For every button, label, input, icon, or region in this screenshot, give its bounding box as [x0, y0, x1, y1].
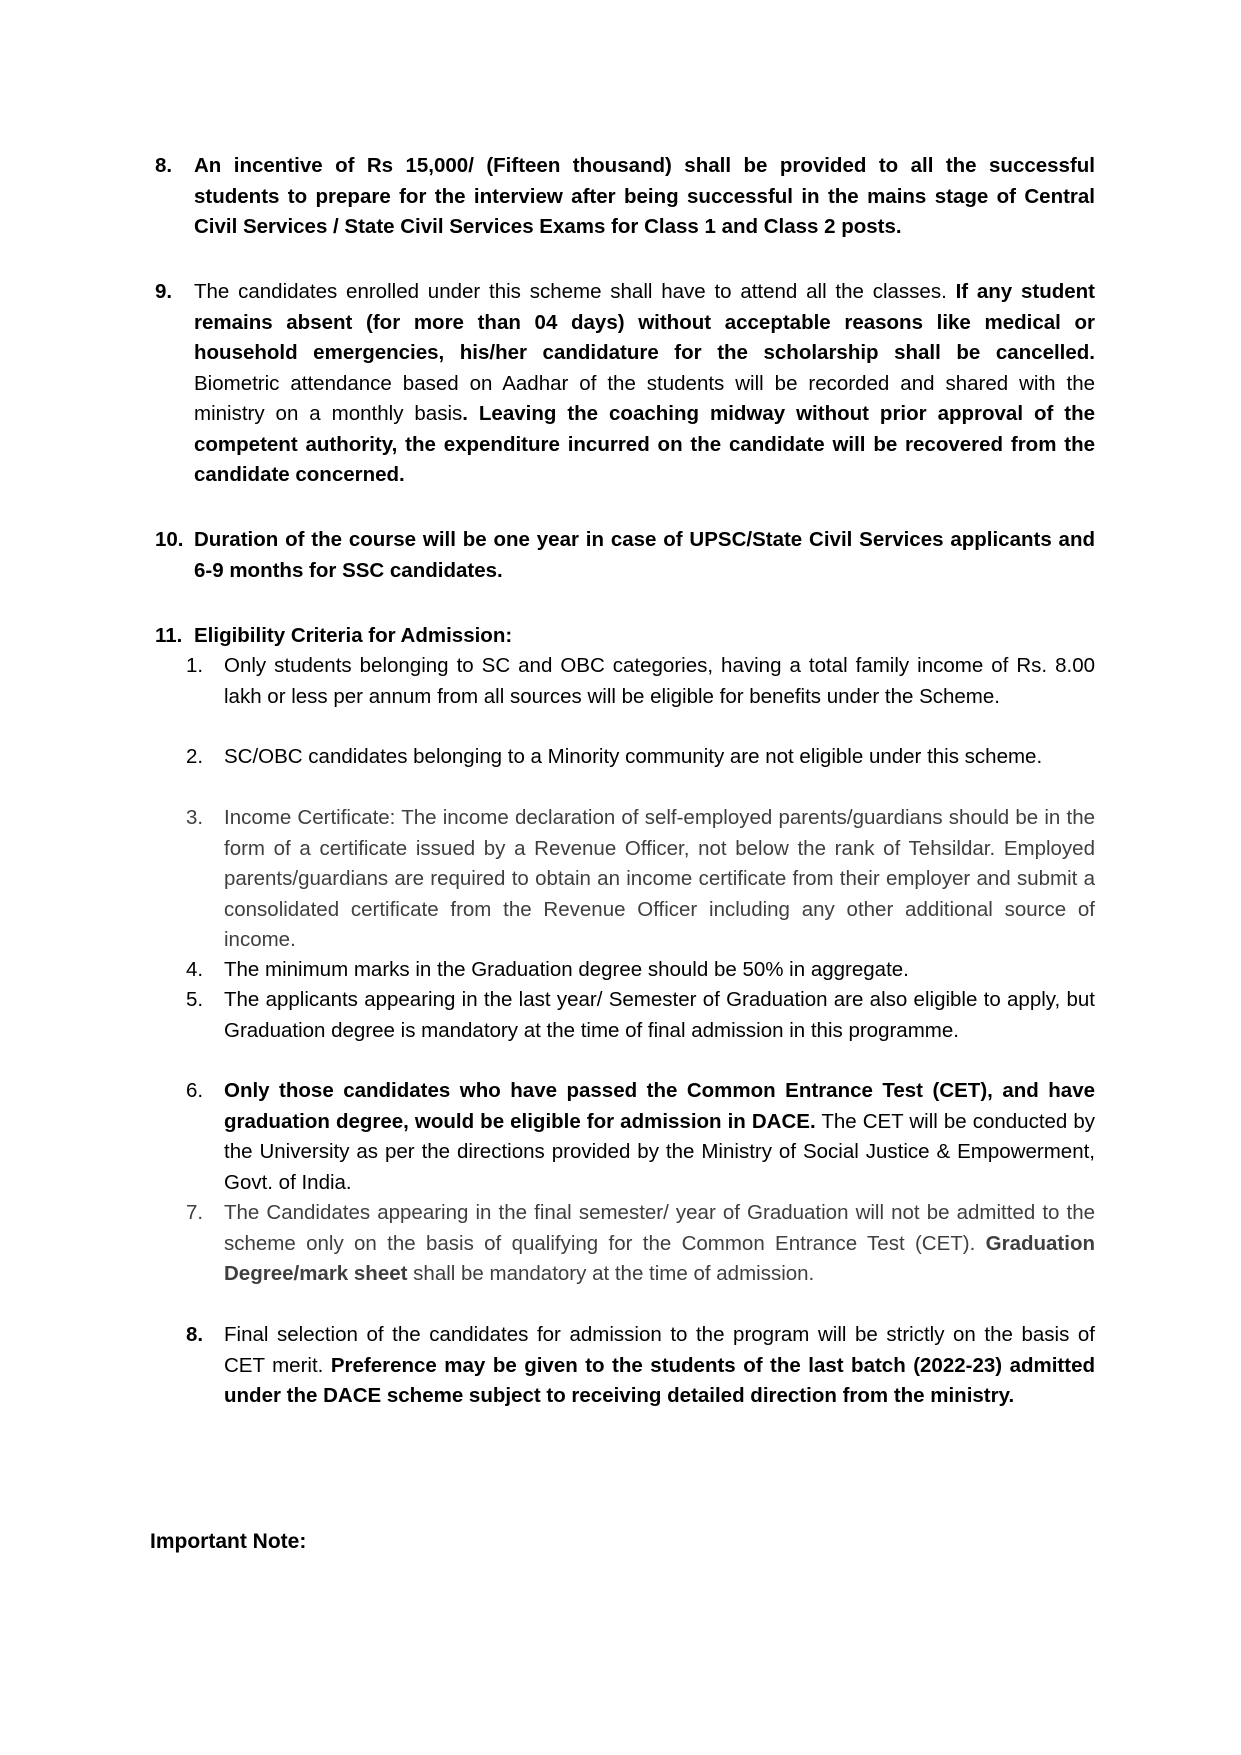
list-text: The CET will be conducted by the University as per the directions provided by the Ministry of Social Justice & Empowerment, Govt. of India. — [224, 1109, 1096, 1194]
eligibility-item-1 — [186, 651, 1095, 712]
item-text: Biometric attendance based on Aadhar of the students will be recorded and shared with the ministry on a monthly basis — [194, 371, 1095, 425]
eligibility-item-7 — [186, 1198, 1095, 1290]
list-number: 7. — [186, 1201, 204, 1224]
item-11-heading — [155, 621, 1095, 652]
eligibility-item-8 — [186, 1320, 1095, 1412]
list-text-bold: Preference may be given to the students of the last batch (2022-23) admitted under the DACE scheme subject to receiving detailed direction from the ministry. — [224, 1353, 1095, 1407]
item-number: 9. — [155, 280, 173, 303]
important-note-heading: Important Note: — [150, 1530, 307, 1553]
item-number: 8. — [155, 154, 173, 177]
section-heading: Eligibility Criteria for Admission: — [194, 624, 513, 647]
item-text: The candidates enrolled under this scheme shall have to attend all the classes. — [194, 280, 956, 303]
list-number: 5. — [186, 988, 204, 1011]
list-number: 8. — [186, 1323, 204, 1346]
item-text-bold: . Leaving the coaching midway without prior approval of the competent authority, the expenditure incurred on the candidate will be recovered from the candidate concerned. — [194, 402, 1096, 486]
item-text-bold: Duration of the course will be one year in case of UPSC/State Civil Services applicants and 6-9 months for SSC candidates. — [194, 528, 1095, 582]
item-body — [194, 151, 1095, 243]
list-body — [224, 985, 1095, 1046]
list-body — [224, 651, 1095, 712]
list-body — [224, 803, 1095, 956]
list-text: The minimum marks in the Graduation degree should be 50% in aggregate. — [224, 958, 909, 981]
eligibility-item-3 — [186, 803, 1095, 956]
list-text: The applicants appearing in the last year/ Semester of Graduation are also eligible to apply, but Graduation degree is mandatory at the time of final admission in this programme. — [224, 988, 1095, 1042]
list-body — [224, 1076, 1095, 1198]
item-9 — [155, 277, 1095, 491]
list-body — [224, 955, 1095, 986]
list-text: The Candidates appearing in the final semester/ year of Graduation will not be admitted to the scheme only on the basis of qualifying for the Common Entrance Test (CET). — [224, 1201, 1095, 1255]
list-number: 2. — [186, 745, 204, 768]
item-body — [194, 525, 1095, 586]
list-text-bold: Graduation Degree/mark sheet — [224, 1231, 1095, 1285]
item-body — [194, 277, 1095, 491]
item-text-bold: If any student remains absent (for more than 04 days) without acceptable reasons like medical or household emergencies, his/her candidature for the scholarship shall be cancelled. — [194, 280, 1096, 364]
list-text: Income Certificate: The income declaration of self-employed parents/guardians should be in the form of a certificate issued by a Revenue Officer, not below the rank of Tehsildar. Employed parents/guardians are required to obtain an income certificate from their employer and submit a consolidated certificate from the Revenue Officer including any other additional source of income. — [224, 806, 1095, 951]
item-text-bold: An incentive of Rs 15,000/ (Fifteen thousand) shall be provided to all the successful students to prepare for the interview after being successful in the mains stage of Central Civil Services / State Civil Services Exams for Class 1 and Class 2 posts. — [194, 154, 1095, 238]
eligibility-item-2 — [186, 742, 1095, 773]
item-10 — [155, 525, 1095, 586]
list-number: 1. — [186, 654, 204, 677]
list-number: 3. — [186, 806, 204, 829]
list-text: shall be mandatory at the time of admission. — [407, 1262, 815, 1285]
list-number: 4. — [186, 958, 204, 981]
item-number: 11. — [155, 624, 183, 647]
list-body — [224, 1320, 1095, 1412]
list-text-bold: Only those candidates who have passed the Common Entrance Test (CET), and have graduation degree, would be eligible for admission in DACE. — [224, 1079, 1095, 1133]
list-body — [224, 1198, 1095, 1290]
list-number: 6. — [186, 1079, 204, 1102]
item-number: 10. — [155, 528, 184, 551]
list-text: SC/OBC candidates belonging to a Minority community are not eligible under this scheme. — [224, 745, 1043, 768]
list-text: Final selection of the candidates for admission to the program will be strictly on the basis of CET merit. — [224, 1323, 1095, 1377]
eligibility-item-6 — [186, 1076, 1095, 1198]
eligibility-item-4 — [186, 955, 1095, 986]
item-8 — [155, 151, 1095, 243]
item-body — [194, 621, 1095, 652]
eligibility-item-5 — [186, 985, 1095, 1046]
list-text: Only students belonging to SC and OBC categories, having a total family income of Rs. 8.00 lakh or less per annum from all sources will be eligible for benefits under the Scheme. — [224, 654, 1095, 708]
list-body — [224, 742, 1095, 773]
